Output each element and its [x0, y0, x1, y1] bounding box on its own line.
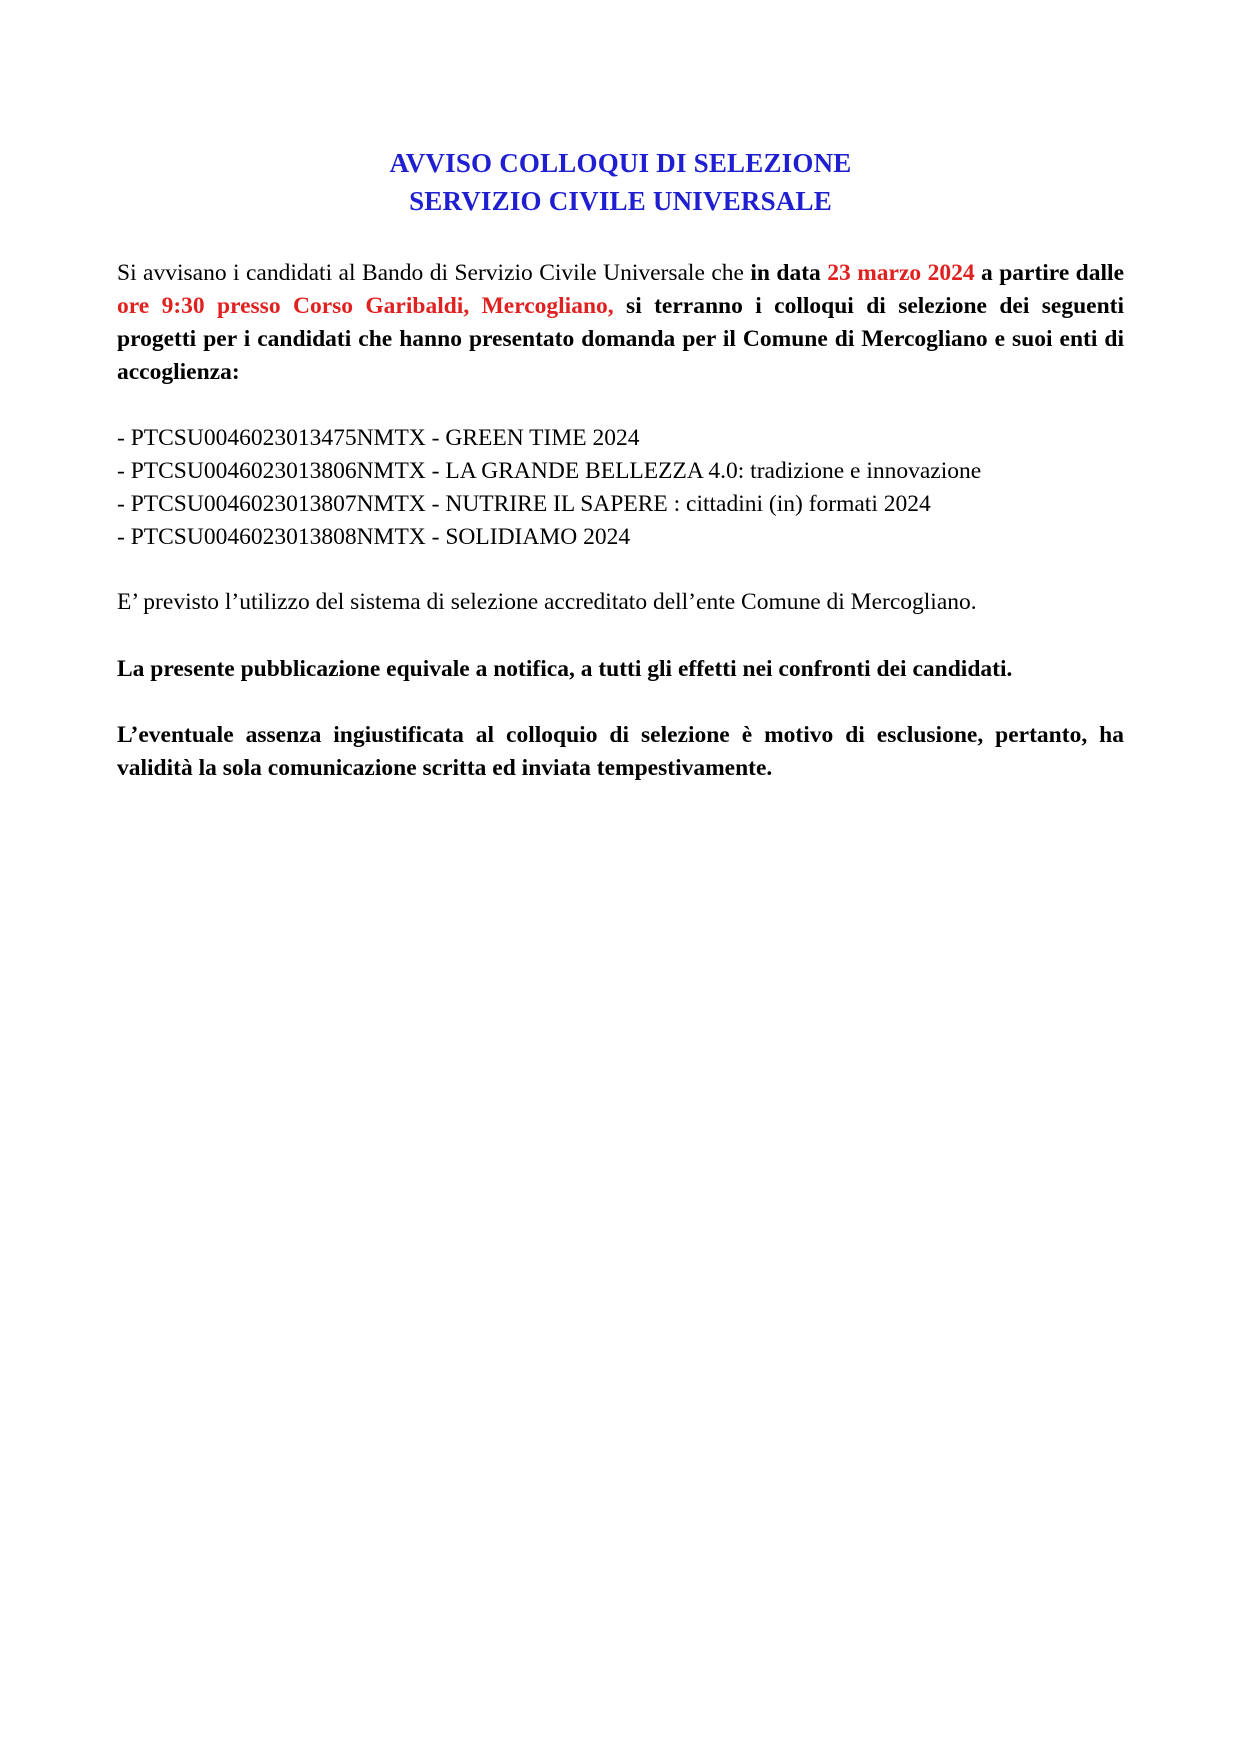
intro-text-2: in data	[750, 260, 828, 286]
intro-text-1: Si avvisano i candidati al Bando di Servizio Civile Universale che	[117, 260, 751, 286]
list-item: - PTCSU0046023013807NMTX - NUTRIRE IL SAPERE : cittadini (in) formati 2024	[117, 491, 931, 517]
intro-paragraph	[117, 257, 1124, 389]
list-item: - PTCSU0046023013806NMTX - LA GRANDE BELLEZZA 4.0: tradizione e innovazione	[117, 458, 982, 484]
interview-date: 23 marzo 2024	[827, 260, 975, 286]
interview-time-place: ore 9:30 presso Corso Garibaldi, Mercogliano,	[117, 293, 614, 319]
intro-text-4: si terranno i colloqui di selezione dei seguenti progetti per i candidati che hanno presentato domanda per il Comune di Mercogliano e suoi enti di accoglienza:	[117, 293, 1124, 385]
title-line-2: SERVIZIO CIVILE UNIVERSALE	[409, 186, 832, 216]
notification-paragraph: La presente pubblicazione equivale a notifica, a tutti gli effetti nei confronti dei candidati.	[117, 656, 1013, 682]
project-list	[117, 422, 1124, 554]
document-title	[0, 144, 1241, 220]
intro-text-3: a partire dalle	[974, 260, 1124, 286]
list-item: - PTCSU0046023013808NMTX - SOLIDIAMO 2024	[117, 524, 631, 550]
absence-paragraph: L’eventuale assenza ingiustificata al colloquio di selezione è motivo di esclusione, pertanto, ha validità la sola comunicazione scritta ed inviata tempestivamente.	[117, 722, 1124, 781]
title-line-1: AVVISO COLLOQUI DI SELEZIONE	[389, 148, 852, 178]
list-item: - PTCSU0046023013475NMTX - GREEN TIME 2024	[117, 425, 640, 451]
selection-system-paragraph: E’ previsto l’utilizzo del sistema di selezione accreditato dell’ente Comune di Mercogliano.	[117, 589, 977, 615]
